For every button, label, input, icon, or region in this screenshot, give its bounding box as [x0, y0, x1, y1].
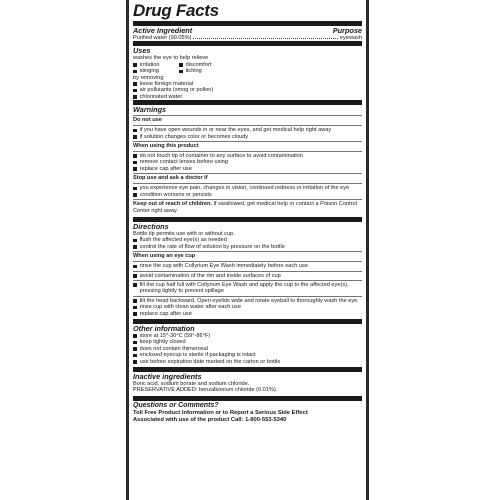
panel-right-border: [366, 0, 369, 500]
list-item: tilt the head backward. Open eyelids wide and rotate eyeball to thoroughly wash the eye.: [133, 298, 362, 304]
drug-facts-panel: [133, 0, 362, 424]
questions-line-1: Toll Free Product Information or to Report a Serious Side Effect: [133, 409, 308, 416]
bullet-square-icon: [133, 63, 137, 67]
divider-line: [133, 199, 362, 200]
directions-heading: Directions: [133, 221, 169, 231]
list-item: air pollutants (smog or pollen): [133, 87, 362, 93]
bullet-square-icon: [133, 167, 137, 171]
do-not-use-heading: Do not use: [133, 117, 162, 124]
bullet-square-icon: [133, 354, 137, 358]
bullet-square-icon: [133, 299, 137, 303]
bullet-square-icon: [133, 70, 137, 74]
list-item: avoid contamination of the rim and inside surfaces of cup: [133, 273, 362, 279]
list-item: loose foreign material: [133, 81, 362, 87]
uses-heading: Uses: [133, 46, 151, 56]
list-item: control the rate of flow of solution by pressure on the bottle: [133, 244, 362, 250]
divider-line: [133, 173, 362, 174]
bullet-square-icon: [133, 265, 137, 269]
questions-heading: Questions or Comments?: [133, 401, 219, 409]
list-item: if you have open wounds in or near the eyes, and get medical help right away: [133, 127, 362, 133]
stop-use-heading: Stop use and ask a doctor if: [133, 175, 208, 182]
divider-line: [133, 125, 362, 126]
bullet-square-icon: [133, 239, 137, 243]
list-item: enclosed eyecup is sterile if packaging is intact: [133, 352, 362, 358]
bullet-square-icon: [179, 63, 183, 67]
inactive-ingredients-heading: Inactive ingredients: [133, 372, 202, 381]
list-item: replace cap after use: [133, 166, 362, 172]
divider-line: [133, 141, 362, 142]
list-item: if solution changes color or becomes cloudy: [133, 134, 362, 140]
bullet-square-icon: [179, 70, 183, 74]
other-info-heading: Other information: [133, 323, 195, 333]
list-item: rinse cup with clean water after each use: [133, 304, 362, 310]
list-item: chlorinated water: [133, 94, 362, 100]
bullet-square-icon: [133, 245, 137, 249]
panel-left-border: [126, 0, 129, 500]
divider-line: [133, 251, 362, 252]
active-ingredient-heading: Active Ingredient: [133, 26, 193, 35]
bullet-square-icon: [133, 129, 137, 133]
divider-line: [133, 271, 362, 272]
warnings-heading: Warnings: [133, 105, 167, 115]
bullet-square-icon: [133, 154, 137, 158]
list-item: remove contact lenses before using: [133, 159, 362, 165]
bullet-square-icon: [133, 347, 137, 351]
bullet-square-icon: [133, 283, 137, 287]
purpose-heading: Purpose: [332, 26, 362, 35]
divider-line: [133, 280, 362, 281]
list-item: discomfort: [179, 62, 225, 68]
directions-intro: Bottle tip permits use with or without cup.: [133, 230, 235, 237]
active-ingredient-header: [133, 26, 362, 35]
keep-out-of-reach: [133, 201, 362, 214]
bullet-square-icon: [133, 161, 137, 165]
bullet-square-icon: [133, 312, 137, 316]
divider-line: [133, 183, 362, 184]
bullet-square-icon: [133, 360, 137, 364]
list-item: flush the affected eye(s) as needed: [133, 237, 362, 243]
bullet-square-icon: [133, 95, 137, 99]
bullet-square-icon: [133, 89, 137, 93]
list-item: you experience eye pain, changes in vision, continued redness or irritation of the eye: [133, 185, 362, 191]
bullet-square-icon: [133, 341, 137, 345]
bullet-square-icon: [133, 187, 137, 191]
list-item: stinging: [133, 68, 179, 74]
list-item: condition worsens or persists: [133, 192, 362, 198]
list-item: store at 15°-30°C (59°-86°F): [133, 333, 362, 339]
questions-line-2: Associated with use of the product Call: 1-800-553-5340: [133, 416, 287, 423]
bullet-square-icon: [133, 135, 137, 139]
divider-line: [133, 151, 362, 152]
inactive-line-1: Boric acid, sodium borate and sodium chloride.: [133, 381, 250, 387]
list-item: keep tightly closed: [133, 339, 362, 345]
bullet-square-icon: [133, 274, 137, 278]
bullet-square-icon: [133, 334, 137, 338]
drug-facts-title: Drug Facts: [133, 1, 219, 20]
eye-cup-heading: When using an eye cup: [133, 253, 196, 260]
bullet-square-icon: [133, 193, 137, 197]
list-item: itching: [179, 68, 225, 74]
list-item: do not touch tip of container to any surface to avoid contamination: [133, 153, 362, 159]
list-item: fill the cup half full with Collyrium Eye Wash and apply the cup to the affected eye(s), pressing tightly to prevent spillage: [133, 282, 362, 295]
list-item: replace cap after use: [133, 311, 362, 317]
list-item: does not contain thimerosal: [133, 346, 362, 352]
list-item: irritation: [133, 62, 179, 68]
when-using-heading: When using this product: [133, 143, 199, 150]
active-ingredient-text: Purified water (99.05%): [133, 35, 192, 41]
bullet-square-icon: [133, 306, 137, 310]
keep-out-text: If swallowed, get medical help or contact a Poison Control Center right away.: [133, 201, 357, 214]
divider-line: [133, 115, 362, 116]
uses-intro: washes the eye to help relieve: [133, 55, 209, 62]
purpose-text: eyewash: [339, 35, 362, 41]
leader-dots: [193, 37, 337, 39]
list-item: use before expiration date marked on the carton or bottle: [133, 359, 362, 365]
inactive-line-2: PRESERVATIVE ADDED: benzalkonium chloride (0.01%).: [133, 387, 278, 394]
divider-line: [133, 261, 362, 262]
list-item: rinse the cup with Collyrium Eye Wash immediately before each use: [133, 263, 362, 269]
bullet-square-icon: [133, 82, 137, 86]
uses-by-removing: by removing: [133, 74, 164, 81]
keep-out-bold: Keep out of reach of children.: [133, 201, 212, 208]
divider-line: [133, 296, 362, 297]
